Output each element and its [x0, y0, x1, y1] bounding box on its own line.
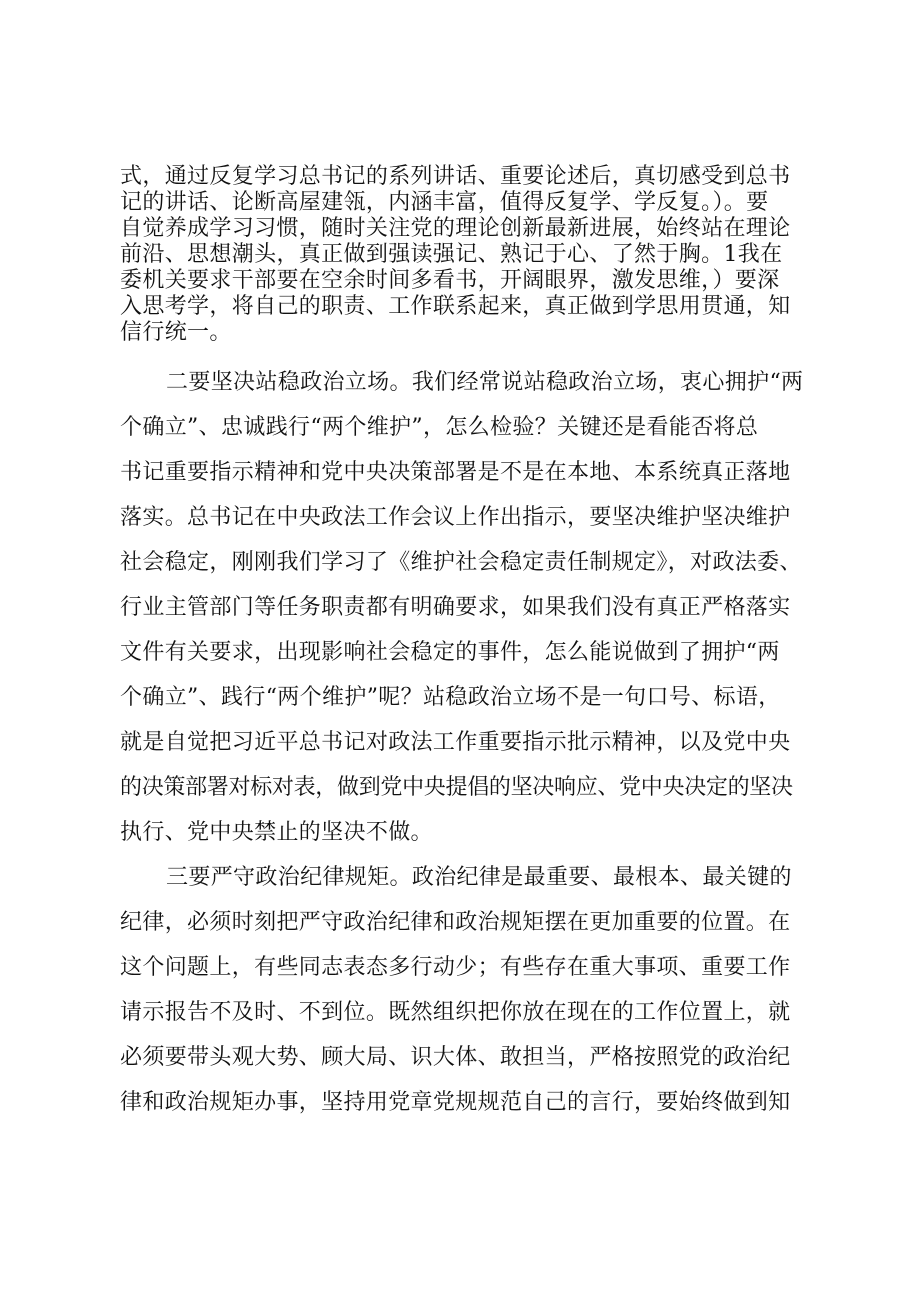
text-line: 就是自觉把习近平总书记对政法工作重要指示批示精神，以及党中央 — [120, 730, 791, 755]
text-line: 委机关要求干部要在空余时间多看书，开阔眼界，激发思维，）要深 — [120, 268, 780, 293]
text-line: 个确立”、忠诚践行“两个维护”，怎么检验？关键还是看能否将总 — [120, 415, 759, 440]
text-line: 行业主管部门等任务职责都有明确要求，如果我们没有真正严格落实 — [120, 595, 791, 620]
text-line: 文件有关要求，出现影响社会稳定的事件，怎么能说做到了拥护“两 — [120, 640, 780, 665]
text-line: 书记重要指示精神和党中央决策部署是不是在本地、本系统真正落地 — [120, 460, 791, 485]
text-line: 社会稳定，刚刚我们学习了《维护社会稳定责任制规定》，对政法委、 — [120, 550, 802, 575]
text-line: 的决策部署对标对表，做到党中央提倡的坚决响应、党中央决定的坚决 — [120, 775, 793, 800]
text-line: 式，通过反复学习总书记的系列讲话、重要论述后，真切感受到总书 — [120, 164, 791, 189]
text-line: 这个问题上，有些同志表态多行动少；有些存在重大事项、重要工作 — [120, 955, 791, 980]
text-line: 自觉养成学习习惯，随时关注党的理论创新最新进展，始终站在理论 — [120, 216, 791, 241]
text-line: 落实。总书记在中央政法工作会议上作出指示，要坚决维护坚决维护 — [120, 505, 791, 530]
text-line: 执行、党中央禁止的坚决不做。 — [120, 820, 433, 845]
text-line: 二要坚决站稳政治立场。我们经常说站稳政治立场，衷心拥护“两 — [166, 370, 804, 395]
text-line: 纪律，必须时刻把严守政治纪律和政治规矩摆在更加重要的位置。在 — [120, 910, 791, 935]
text-line: 信行统一。 — [120, 320, 232, 345]
text-line: 必须要带头观大势、顾大局、识大体、敢担当，严格按照党的政治纪 — [120, 1045, 791, 1070]
text-line: 个确立”、践行“两个维护”呢？站稳政治立场不是一句口号、标语， — [120, 685, 781, 710]
text-line: 前沿、思想潮头，真正做到强读强记、熟记于心、了然于胸。1我在 — [120, 242, 783, 267]
text-line: 入思考学，将自己的职责、工作联系起来，真正做到学思用贯通，知 — [120, 294, 791, 319]
text-line: 律和政治规矩办事，坚持用党章党规规范自己的言行，要始终做到知 — [120, 1090, 791, 1115]
text-line: 请示报告不及时、不到位。既然组织把你放在现在的工作位置上，就 — [120, 1000, 791, 1025]
text-line: 三要严守政治纪律规矩。政治纪律是最重要、最根本、最关键的 — [166, 865, 792, 890]
text-line: 记的讲话、论断高屋建瓴，内涵丰富，值得反复学、学反复。）。要 — [120, 190, 769, 215]
